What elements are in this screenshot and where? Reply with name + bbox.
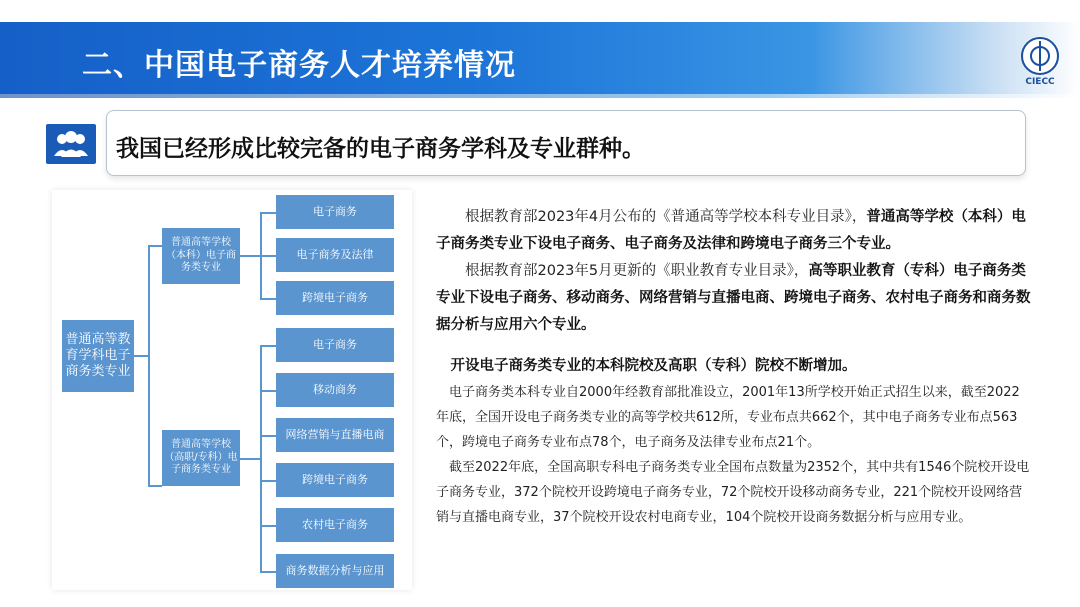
paragraph-vocational [436,258,1032,339]
paragraph-bold-text: 普通高等学校（本科）电子商务类专业下设电子商务、电子商务及法律和跨境电子商务三个专业。 [436,209,1026,252]
leaf-node: 电子商务 [276,328,394,362]
connector-line [134,355,148,357]
connector-line [260,525,276,527]
page-title: 二、中国电子商务人才培养情况 [82,48,516,83]
paragraph-undergrad [436,204,1032,258]
connector-line [260,212,276,214]
ciecc-logo [1018,37,1062,87]
connector-line [260,345,262,571]
leaf-node: 跨境电子商务 [276,281,394,315]
leaf-node: 跨境电子商务 [276,463,394,497]
connector-line [260,390,276,392]
leaf-node: 农村电子商务 [276,508,394,542]
leaf-node: 移动商务 [276,373,394,407]
connector-line [148,485,162,487]
people-group-icon [46,124,96,164]
leaf-node: 网络营销与直播电商 [276,418,394,452]
paragraph-bold-text: 高等职业教育（专科）电子商务类专业下设电子商务、移动商务、网络营销与直播电商、跨境电子商务、农村电子商务和商务数据分析与应用六个专业。 [436,263,1031,333]
connector-line [260,571,276,573]
subtitle-text: 我国已经形成比较完备的电子商务学科及专业群种。 [116,136,645,162]
group-node-vocational: 普通高等学校（高职/专科）电子商务类专业 [162,430,240,486]
connector-line [260,435,276,437]
section-heading: 开设电子商务类专业的本科院校及高职（专科）院校不断增加。 [450,358,857,374]
paragraph-vocational-stats: 截至2022年底，全国高职专科电子商务类专业全国布点数量为2352个，其中共有1546个院校开设电子商务专业，372个院校开设跨境电子商务专业，72个院校开设移动商务专业，221个院校开设网络营销与直播电商专业，37个院校开设农村电商专业，104个院校开设商务数据分析与应用专业。 [436,460,1030,525]
logo-text: CIECC [1025,77,1055,87]
paragraph-text: 根据教育部2023年4月公布的《普通高等学校本科专业目录》， [465,209,867,225]
group-node-undergrad: 普通高等学校（本科）电子商务类专业 [162,228,240,284]
connector-line [260,298,276,300]
leaf-node: 商务数据分析与应用 [276,554,394,588]
connector-line [148,245,162,247]
connector-line [148,245,150,485]
connector-line [240,255,260,257]
content-text [436,204,1032,530]
connector-line [260,480,276,482]
connector-line [260,255,276,257]
logo-emblem-icon [1021,37,1059,75]
leaf-node: 电子商务 [276,195,394,229]
leaf-node: 电子商务及法律 [276,238,394,272]
connector-line [260,345,276,347]
paragraph-undergrad-stats: 电子商务类本科专业自2000年经教育部批准设立，2001年13所学校开始正式招生以来，截至2022年底，全国开设电子商务类专业的高等学校共612所，专业布点共662个，其中电子商务专业布点563个，跨境电子商务专业布点78个，电子商务及法律专业布点21个。 [436,385,1020,450]
paragraph-text: 根据教育部2023年5月更新的《职业教育专业目录》， [465,263,809,279]
connector-line [240,458,260,460]
major-tree-diagram [52,190,412,590]
root-node: 普通高等教育学科电子商务类专业 [62,320,134,392]
